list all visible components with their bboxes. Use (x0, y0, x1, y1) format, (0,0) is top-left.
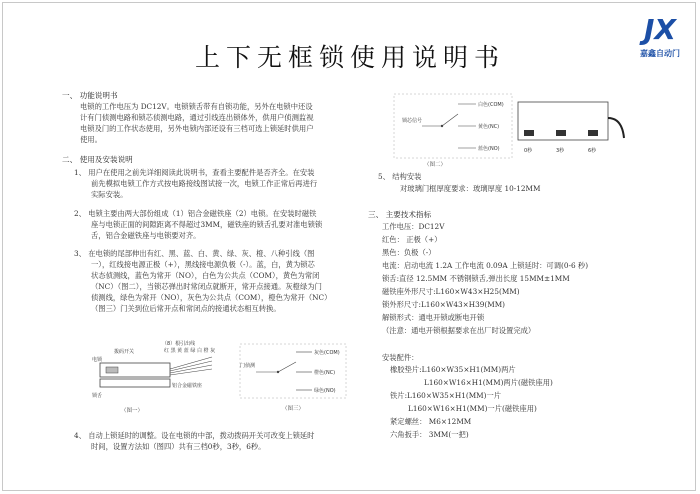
section2-item3-line: 侦测线，绿色为常开（NO），灰色为公共点（COM），橙色为常开（NC） (91, 293, 332, 302)
section1-line: 计有门侦测电路和锁芯侦测电路，通过引线连出锁体外，供用户侦测监视 (80, 113, 314, 122)
fig3-label-no: 绿色(NO) (314, 388, 336, 394)
section3-heading: 三、 主要技术指标 (368, 210, 432, 219)
fig4-label-0s: 0秒 (524, 148, 533, 154)
spec-line: 解锁形式：通电开锁或断电开锁 (382, 313, 485, 322)
section2-item3-line: 3、 在电锁的尾部伸出有红、黑、蓝、白、黄、绿、灰、橙、八种引线（图 (74, 249, 315, 258)
section2-item1-line: 前先模拟电锁工作方式按电路接线图试接一次，电锁工作正常后再进行 (91, 179, 318, 188)
company-logo (628, 12, 692, 72)
section1-line: 电锁的工作电压为 DC12V。电锁锁舌带有自锁功能，另外在电锁中还设 (80, 102, 313, 111)
figure-3-caption: （图三） (282, 406, 305, 412)
figure-3-door-detect-diagram (238, 342, 348, 402)
section5-heading: 5、 结构安装 (378, 172, 422, 181)
accessories-heading: 安装配件： (382, 353, 419, 362)
document-title: 上下无框锁使用说明书 (194, 43, 505, 72)
fig3-label-com: 灰色(COM) (314, 350, 340, 356)
fig4-label-6s: 6秒 (588, 148, 597, 154)
section2-heading: 二、 使用及安装说明 (62, 155, 133, 164)
figure-2-caption: （图二） (424, 162, 447, 168)
fig1-wire-colors: 红 黑 黄 蓝 绿 白 橙 灰 (164, 348, 216, 354)
section2-item2-line: 舌，铝合金磁铁座与电锁要对齐。 (91, 231, 201, 240)
logo-mark: JX (643, 13, 676, 46)
section2-item2-line: 2、 电锁主要由两大部份组成（1）铝合金磁铁座（2）电锁。在安装时磁铁 (74, 209, 317, 218)
spec-line: 磁铁座外形尺寸:L160×W43×H25(MM) (382, 287, 520, 296)
logo-name: 嘉鑫自动门 (640, 49, 680, 58)
spec-line: 锁外形尺寸:L160×W43×H39(MM) (382, 300, 506, 309)
accessory-line: 铁片:L160×W35×H1(MM)一片 (390, 391, 502, 400)
spec-line: 电流：启动电流 1.2A 工作电流 0.09A 上锁延时：可调(0-6 秒) (382, 261, 589, 270)
section1-line: 使用。 (80, 135, 102, 144)
section1-heading: 一、 功能说明书 (62, 91, 118, 100)
fig3-label-door-detect: 门侦测 (240, 363, 256, 369)
fig1-label-wires: （8）根引出线 (162, 341, 196, 347)
section2-item1-line: 1、 用户在使用之前先详细阅读此说明书，查看主要配件是否齐全。在安装 (74, 168, 315, 177)
fig2-label-com: 白色(COM) (478, 102, 504, 108)
figure-2-lock-signal-diagram (392, 92, 514, 162)
fig2-label-nc: 黄色(NC) (478, 124, 500, 130)
fig3-label-nc: 橙色(NC) (314, 370, 336, 376)
figure-1-lock-diagram (92, 335, 222, 415)
fig1-label-lock: 电锁 (92, 357, 103, 363)
spec-line: 黑色：负极（-） (382, 248, 436, 257)
spec-line: 锁舌:直径 12.5MM 不锈钢锁舌,弹出长度 15MM±1MM (382, 274, 570, 283)
fig4-label-3s: 3秒 (556, 148, 565, 154)
fig1-label-bolt: 锁舌 (92, 393, 103, 399)
section2-item3-line: 一），红线接电源正极（+），黑线接电源负极（-）。蓝，白，黄为锁芯 (91, 260, 315, 269)
section2-item3-line: （NC）（图二），当锁芯弹出时常闭点就断开，常开点接通。灰橙绿为门 (91, 282, 322, 291)
fig1-label-magnet-base: 铝合金磁铁座 (172, 383, 203, 389)
section2-item1-line: 实际安装。 (91, 190, 128, 199)
spec-note: （注意：通电开锁根据要求在出厂时设置完成） (382, 326, 536, 335)
accessory-line: L160×W16×H1(MM)一片(磁铁座用) (408, 404, 537, 413)
accessory-line: 橡胶垫片:L160×W35×H1(MM)两片 (390, 365, 516, 374)
fig1-label-dip-switch: 拨码开关 (114, 349, 135, 355)
accessory-line: 紧定螺丝： M6×12MM (390, 417, 472, 426)
section2-item2-line: 座与电锁正面的间隙距离不得超过3MM，磁铁座的锁舌孔要对准电锁锁 (91, 220, 323, 229)
spec-line: 工作电压：DC12V (382, 222, 445, 231)
section1-line: 电锁及门的工作状态使用，另外电锁内部还设有三档可选上锁延时供用户 (80, 124, 314, 133)
page-border (2, 2, 696, 491)
figure-1-caption: （图一） (121, 408, 144, 414)
section2-item4-line: 4、 自动上锁延时的调整。设在电锁的中部，拨动拨码开关可改变上锁延时 (74, 431, 315, 440)
section2-item3-line: 状态侦测线，蓝色为常开（NO），白色为公共点（COM），黄色为常闭 (91, 271, 320, 280)
figure-4-dip-switch-diagram (516, 94, 628, 162)
accessory-line: L160×W16×H1(MM)两片(磁铁座用) (424, 378, 553, 387)
fig2-label-lock-signal: 锁芯信号 (402, 118, 423, 124)
spec-line: 红色： 正极（+） (382, 235, 442, 244)
section2-item3-line: （图三）门关到位后常开点和常闭点的接通状态相互转换。 (91, 304, 281, 313)
section2-item4-line: 时间，设置方法如（图四）共有三档0秒，3秒，6秒。 (91, 442, 266, 451)
accessory-line: 六角扳手： 3MM(一把) (390, 430, 469, 439)
fig2-label-no: 蓝色(NO) (478, 146, 500, 152)
section5-line: 对玻璃门框厚度要求：玻璃厚度 10-12MM (400, 184, 541, 193)
